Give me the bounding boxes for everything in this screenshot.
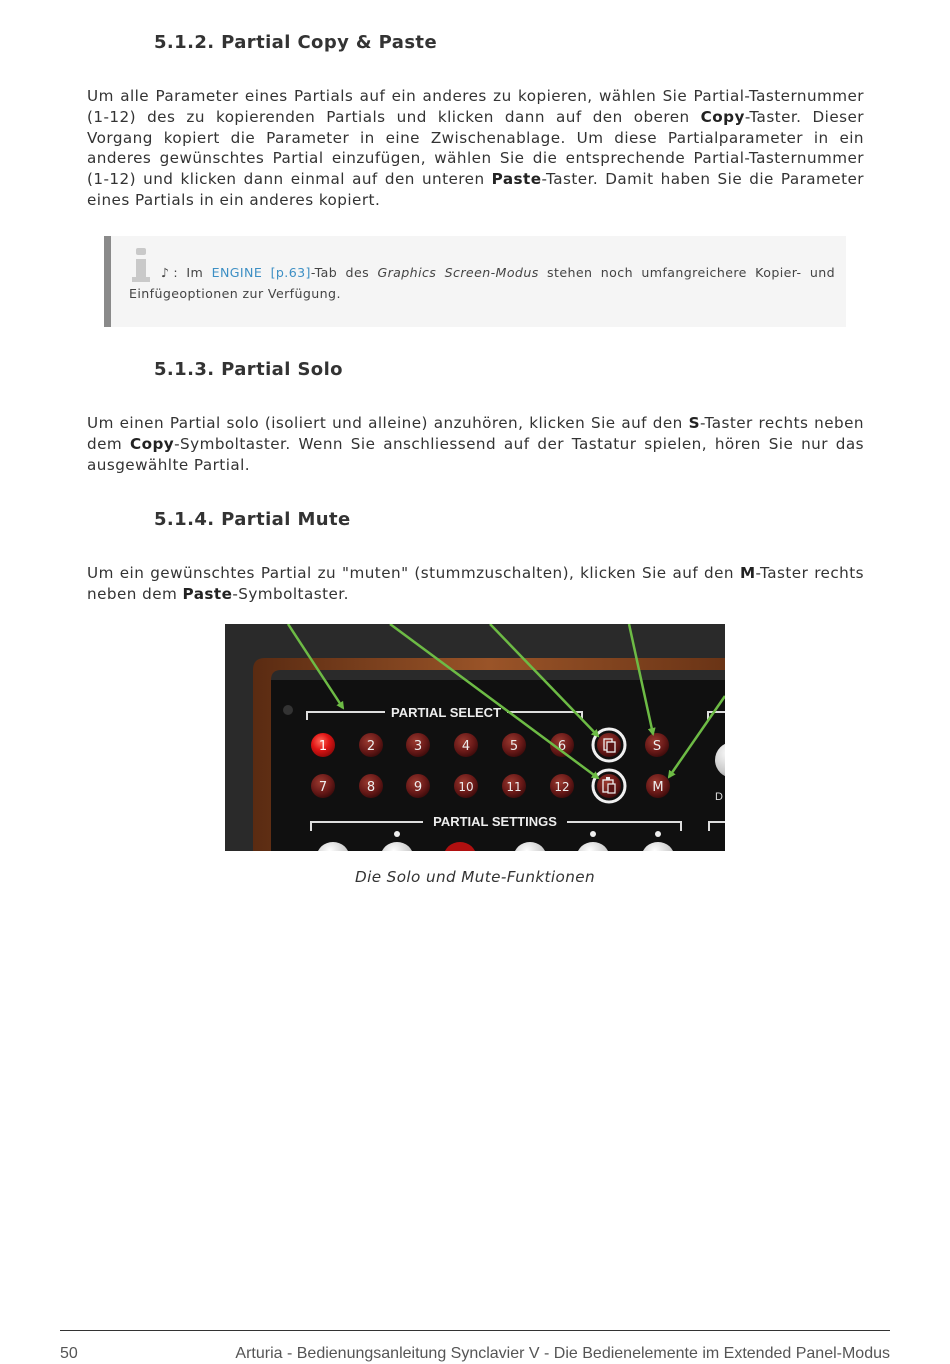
- svg-text:3: 3: [413, 739, 423, 754]
- bold-term: Copy: [700, 107, 745, 126]
- svg-text:9: 9: [413, 780, 423, 795]
- info-note: [104, 236, 846, 327]
- svg-text:7: 7: [318, 780, 328, 795]
- section-heading-mute: 5.1.4. Partial Mute: [154, 509, 351, 530]
- svg-text:10: 10: [458, 780, 474, 794]
- svg-text:12: 12: [554, 780, 570, 794]
- svg-text:6: 6: [557, 739, 567, 754]
- svg-text:D: D: [715, 791, 723, 803]
- page-number: 50: [60, 1345, 78, 1362]
- svg-text:S: S: [652, 739, 662, 754]
- footer-divider: [60, 1330, 890, 1331]
- note-text: ♪: Im ENGINE [p.63]-Tab des Graphics Screen-Modus stehen noch umfangreichere Kopier- und Einfügeoptionen zur Verfügung.: [129, 265, 836, 301]
- paragraph-solo: Um einen Partial solo (isoliert und alleine) anzuhören, klicken Sie auf den S-Taster rechts neben dem Copy-Symboltaster. Wenn Sie anschliessend auf der Tastatur spielen, hören Sie nur das ausgewählte Partial.: [87, 414, 864, 474]
- footer-title: Arturia - Bedienungsanleitung Synclavier V - Die Bedienelemente im Extended Panel-Modus: [235, 1345, 890, 1362]
- bold-term: Paste: [182, 584, 233, 603]
- svg-text:1: 1: [318, 739, 328, 754]
- paragraph-copy-paste: Um alle Parameter eines Partials auf ein anderes zu kopieren, wählen Sie Partial-Tasternummer (1-12) des zu kopierenden Partials und klicken dann auf den oberen Copy-Taster. Dieser Vorgang kopiert die Parameter in eine Zwischenablage. Um diese Partialparameter in ein anderes gewünschtes Partial einzufügen, wählen Sie die entsprechende Partial-Tasternummer (1-12) und klicken dann einmal auf den unteren Paste-Taster. Damit haben Sie die Parameter eines Partials in ein anderes kopiert.: [87, 87, 864, 209]
- figure-caption: Die Solo und Mute-Funktionen: [354, 868, 595, 886]
- section-heading-solo: 5.1.3. Partial Solo: [154, 359, 343, 380]
- svg-text:11: 11: [506, 780, 522, 794]
- svg-text:2: 2: [366, 739, 376, 754]
- bold-term: Copy: [129, 434, 175, 453]
- svg-text:8: 8: [366, 780, 376, 795]
- section-heading-copy-paste: 5.1.2. Partial Copy & Paste: [154, 32, 438, 53]
- bold-term: M: [739, 564, 756, 582]
- engine-link[interactable]: ENGINE [p.63]: [211, 265, 311, 280]
- partial-panel-screenshot: [225, 624, 725, 851]
- partial-settings-label: PARTIAL SETTINGS: [433, 814, 557, 829]
- bold-term: S: [688, 414, 700, 432]
- paragraph-mute: Um ein gewünschtes Partial zu "muten" (stummzuschalten), klicken Sie auf den M-Taster rechts neben dem Paste-Symboltaster.: [87, 564, 864, 603]
- bold-term: Paste: [491, 170, 542, 189]
- svg-text:M: M: [652, 780, 664, 795]
- partial-panel-illustration: [225, 624, 725, 851]
- svg-text:5: 5: [509, 739, 519, 754]
- partial-select-label: PARTIAL SELECT: [390, 705, 502, 720]
- svg-text:4: 4: [461, 739, 471, 754]
